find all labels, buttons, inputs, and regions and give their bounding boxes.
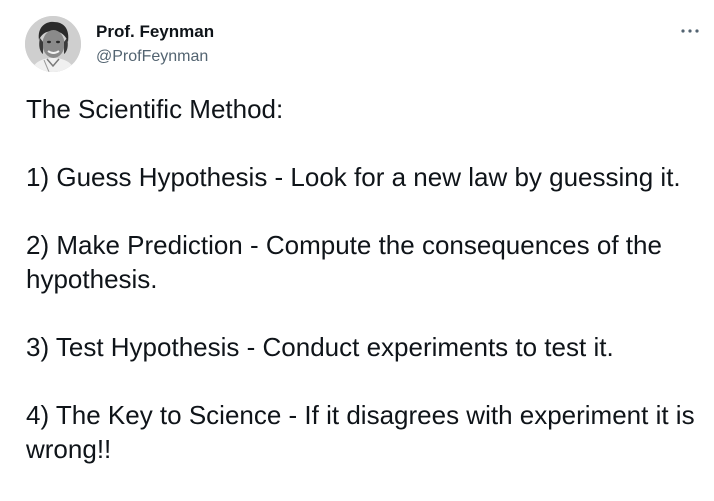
more-options-icon: [678, 22, 702, 38]
author-avatar[interactable]: [25, 16, 81, 72]
portrait-avatar-icon: [25, 16, 81, 72]
step-3: 3) Test Hypothesis - Conduct experiments to test it.: [26, 332, 614, 362]
tweet-title: The Scientific Method:: [26, 94, 284, 124]
more-options-button[interactable]: [678, 22, 702, 38]
step-2: 2) Make Prediction - Compute the consequences of the hypothesis.: [26, 230, 662, 294]
step-4: 4) The Key to Science - If it disagrees with experiment it is wrong!!: [26, 400, 695, 464]
tweet-text: [26, 92, 696, 500]
author-handle[interactable]: @ProfFeynman: [96, 48, 209, 65]
author-name[interactable]: Prof. Feynman: [96, 22, 215, 41]
step-1: 1) Guess Hypothesis - Look for a new law by guessing it.: [26, 162, 681, 192]
